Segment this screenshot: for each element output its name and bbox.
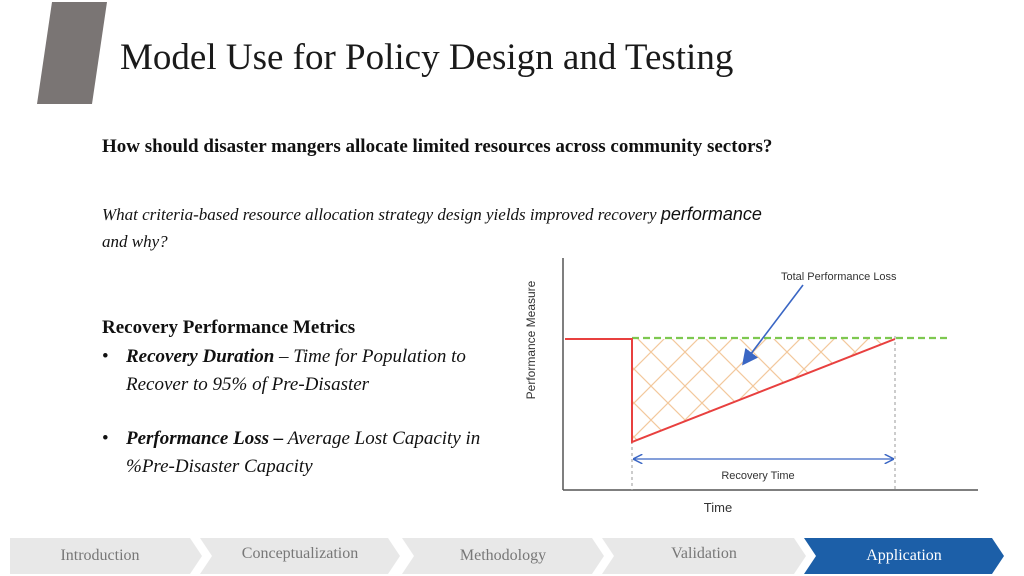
x-axis-label: Time xyxy=(703,500,733,515)
metrics-heading: Recovery Performance Metrics xyxy=(102,317,356,338)
sub-question-text-2: and why? xyxy=(102,232,168,251)
recovery-time-label: Recovery Time xyxy=(721,470,795,482)
nav-step-methodology[interactable] xyxy=(402,538,604,574)
metric-description: – Time for Population to Recover to 95% of Pre-Disaster xyxy=(126,346,466,395)
sub-question xyxy=(102,201,762,255)
nav-step-introduction[interactable] xyxy=(10,538,202,574)
sub-question-emphasis: performance xyxy=(660,204,762,224)
nav-step-label: Conceptualization xyxy=(241,545,359,562)
slide-title: Model Use for Policy Design and Testing xyxy=(120,37,734,78)
nav-step-conceptualization[interactable] xyxy=(200,538,400,574)
nav-step-label: Application xyxy=(866,547,942,564)
annotation-label: Total Performance Loss xyxy=(781,271,897,283)
bullet: • xyxy=(102,346,109,367)
metric-name: Performance Loss – xyxy=(126,428,284,449)
metric-description: Average Lost Capacity in %Pre-Disaster Capacity xyxy=(126,428,481,477)
metric-name: Recovery Duration xyxy=(126,346,275,367)
nav-step-label: Methodology xyxy=(459,547,547,564)
metric-item xyxy=(102,343,522,399)
nav-step-application[interactable] xyxy=(804,538,1004,574)
nav-step-validation[interactable] xyxy=(602,538,806,574)
research-question: How should disaster mangers allocate limited resources across community sectors? xyxy=(102,136,773,157)
bullet: • xyxy=(102,428,109,449)
accent-stripe xyxy=(0,0,120,110)
metric-item xyxy=(102,425,522,481)
y-axis-label: Performance Measure xyxy=(524,280,538,400)
resilience-diagram xyxy=(515,250,1015,530)
nav-step-label: Introduction xyxy=(60,547,140,564)
sub-question-text-1: What criteria-based resource allocation strategy design yields improved recovery xyxy=(102,205,661,224)
section-progress-nav xyxy=(10,538,1010,574)
nav-step-label: Validation xyxy=(671,545,737,562)
